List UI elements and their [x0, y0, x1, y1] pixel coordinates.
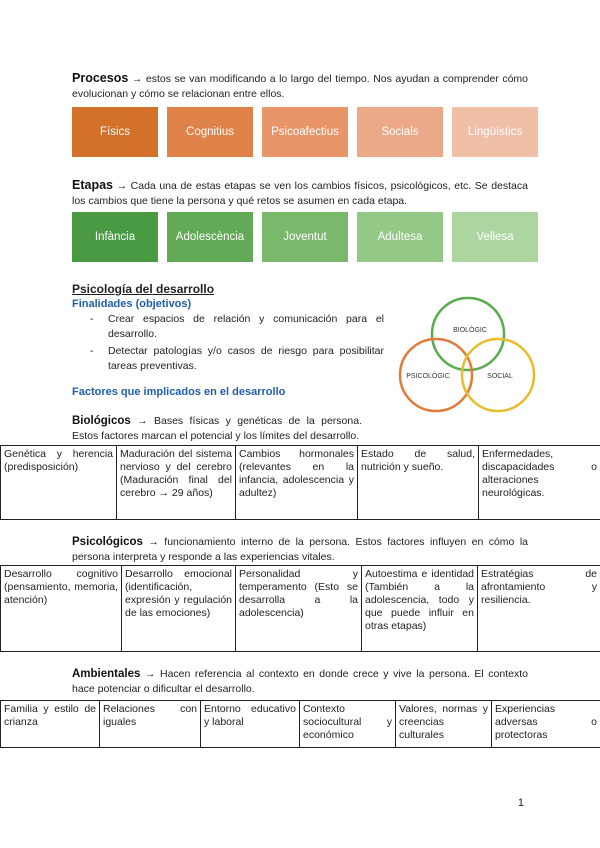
table-row	[1, 701, 600, 748]
table-cell: Experiencias adversas o protectoras	[492, 701, 600, 748]
procesos-lead: Procesos	[72, 71, 129, 85]
procesos-box: Psicoafectius	[262, 107, 348, 157]
table-cell: Enfermedades, discapacidades o alteraciones neurológicas.	[479, 446, 600, 520]
venn-label-psicologic: PSICOLÒGIC	[406, 373, 450, 380]
etapa-box: Infància	[72, 212, 158, 262]
table-cell: Entorno educativo y laboral	[201, 701, 300, 748]
factores-title: Factores que implicados en el desarrollo	[72, 386, 286, 398]
etapa-box: Joventut	[262, 212, 348, 262]
table-cell: Relaciones con iguales	[100, 701, 201, 748]
etapa-box: Vellesa	[452, 212, 538, 262]
table-cell: Estado de salud, nutrición y sueño.	[358, 446, 479, 520]
ambientales-lead: Ambientales	[72, 668, 141, 680]
biologicos-lead: Biológicos	[72, 415, 131, 427]
ambientales-text: → Hacen referencia al contexto en donde crece y vive la persona. El contexto hace potenciar o dificultar el desarrollo.	[72, 668, 528, 695]
table-cell: Desarrollo emocional (identificación, expresión y regulación de las emociones)	[122, 566, 236, 652]
procesos-box: Lingüístics	[452, 107, 538, 157]
objetivo-item: - Crear espacios de relación y comunicación para el desarrollo.	[88, 312, 384, 342]
ambientales-table	[0, 700, 600, 748]
etapa-box: Adultesa	[357, 212, 443, 262]
etapas-text: → Cada una de estas etapas se ven los cambios físicos, psicológicos, etc. Se destaca los cambios que tiene la persona y qué retos se asumen en cada etapa.	[72, 180, 528, 207]
table-cell: Maduración del sistema nervioso y del cerebro (Maduración final del cerebro → 29 años)	[117, 446, 236, 520]
procesos-box: Cognitius	[167, 107, 253, 157]
etapas-boxes	[72, 212, 538, 262]
finalidades-title: Finalidades (objetivos)	[72, 298, 192, 310]
ambientales-paragraph	[72, 667, 528, 697]
table-cell: Genética y herencia (predisposición)	[1, 446, 117, 520]
venn-label-social: SOCIAL	[487, 373, 513, 380]
table-cell: Personalidad y temperamento (Esto se desarrolla a la adolescencia)	[236, 566, 362, 652]
procesos-text: → estos se van modificando a lo largo del tiempo. Nos ayudan a comprender cómo evolucionan y cómo se relacionan entre ellos.	[72, 73, 528, 100]
table-cell: Valores, normas y creencias culturales	[396, 701, 492, 748]
biologicos-text: → Bases físicas y genéticas de la persona. Estos factores marcan el potencial y los límites del desarrollo.	[72, 415, 362, 442]
biologicos-table	[0, 445, 600, 520]
psicologicos-text: → funcionamiento interno de la persona. Estos factores influyen en cómo la persona interpreta y responde a las experiencias vitales.	[72, 536, 528, 563]
etapa-box: Adolescència	[167, 212, 253, 262]
table-row	[1, 566, 600, 652]
table-cell: Estratégias de afrontamiento y resiliencia.	[478, 566, 600, 652]
psicologicos-lead: Psicológicos	[72, 536, 143, 548]
etapas-lead: Etapas	[72, 178, 113, 192]
procesos-box: Físics	[72, 107, 158, 157]
etapas-paragraph	[72, 178, 528, 209]
psicologicos-paragraph	[72, 535, 528, 565]
procesos-box: Socials	[357, 107, 443, 157]
psicologicos-table	[0, 565, 600, 652]
objetivo-item: - Detectar patologías y/o casos de riesgo para posibilitar tareas preventivas.	[88, 344, 384, 374]
table-cell: Contexto sociocultural y económico	[300, 701, 396, 748]
objetivos-list	[88, 312, 384, 376]
table-cell: Familia y estilo de crianza	[1, 701, 100, 748]
table-cell: Autoestima e identidad (También a la adolescencia, todo y que puede influir en otras etapas)	[362, 566, 478, 652]
psicologia-title: Psicología del desarrollo	[72, 282, 215, 296]
table-row	[1, 446, 600, 520]
biologicos-paragraph	[72, 414, 362, 444]
procesos-paragraph	[72, 71, 528, 102]
table-cell: Cambios hormonales (relevantes en la infancia, adolescencia y adultez)	[236, 446, 358, 520]
procesos-boxes	[72, 107, 538, 157]
venn-diagram	[394, 292, 540, 416]
venn-label-biologic: BIOLÒGIC	[453, 327, 487, 334]
page-number: 1	[517, 797, 524, 809]
table-cell: Desarrollo cognitivo (pensamiento, memoria, atención)	[1, 566, 122, 652]
